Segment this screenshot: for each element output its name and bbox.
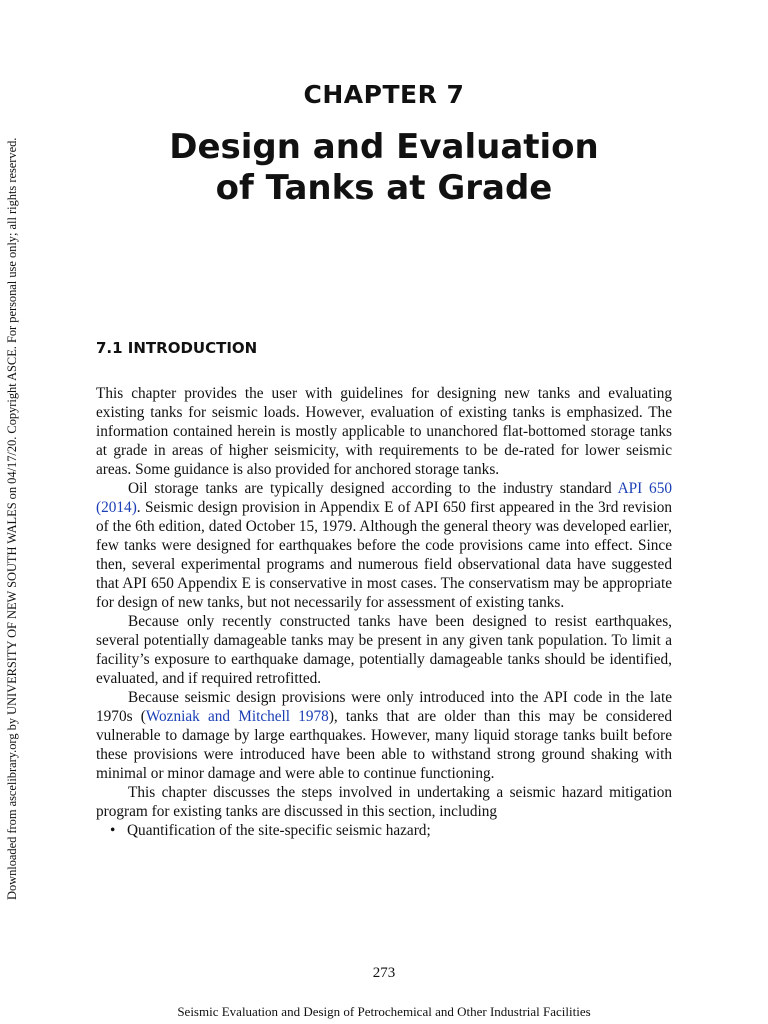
bullet-item: • Quantification of the site-specific seismic hazard;	[96, 821, 672, 840]
paragraph-4	[96, 688, 672, 783]
book-title-footer: Seismic Evaluation and Design of Petrochemical and Other Industrial Facilities	[177, 1004, 591, 1019]
chapter-title	[0, 127, 768, 209]
paragraph-2	[96, 479, 672, 612]
paragraph-2-end: . Seismic design provision in Appendix E of API 650 first appeared in the 3rd revision of the 6th edition, dated October 15, 1979. Although the general theory was developed earlier, few tanks were designed for earthquakes before the code provisions came into effect. Since then, several experimental programs and numerous field observational data have suggested that API 650 Appendix E is conservative in most cases. The conservatism may be appropriate for design of new tanks, but not necessarily for assessment of existing tanks.	[96, 499, 672, 611]
paragraph-1: This chapter provides the user with guidelines for designing new tanks and evaluating existing tanks for seismic loads. However, evaluation of existing tanks is emphasized. The information contained herein is mostly applicable to unanchored flat-bottomed storage tanks at grade in areas of higher seismicity, with requirements to be de-rated for lower seismic areas. Some guidance is also provided for anchored storage tanks.	[96, 385, 672, 478]
chapter-title-line-2: of Tanks at Grade	[215, 168, 553, 208]
chapter-label: CHAPTER 7	[303, 80, 465, 109]
wozniak-mitchell-reference-link[interactable]: Wozniak and Mitchell 1978	[145, 708, 329, 725]
paragraph-5: This chapter discusses the steps involved in undertaking a seismic hazard mitigation program for existing tanks are discussed in this section, including	[96, 784, 672, 820]
chapter-title-line-1: Design and Evaluation	[169, 127, 599, 167]
paragraph-4-start: Because seismic design provisions were only introduced into the API code in the late 1970s (	[96, 689, 672, 725]
bullet-list	[96, 821, 672, 840]
paragraph-4-end: ), tanks that are older than this may be considered vulnerable to damage by large earthquakes. However, many liquid storage tanks built before these provisions were introduced have been able to withstand strong ground shaking with minimal or minor damage and were able to continue functioning.	[96, 708, 673, 782]
section-heading: 7.1 INTRODUCTION	[96, 339, 258, 357]
copyright-notice: Downloaded from ascelibrary.org by UNIVERSITY OF NEW SOUTH WALES on 04/17/20. Copyright ASCE. For personal use only; all rights reserved.	[5, 137, 19, 900]
body-text	[96, 384, 672, 840]
copyright-side-note	[1, 120, 23, 900]
paragraph-3: Because only recently constructed tanks have been designed to resist earthquakes, several potentially damageable tanks may be present in any given tank population. To limit a facility’s exposure to earthquake damage, potentially damageable tanks should be identified, evaluated, and if required retrofitted.	[96, 613, 672, 687]
api-650-reference-link[interactable]: API 650 (2014)	[96, 480, 672, 516]
paragraph-2-start: Oil storage tanks are typically designed according to the industry standard	[128, 480, 618, 497]
page-number: 273	[372, 965, 396, 981]
